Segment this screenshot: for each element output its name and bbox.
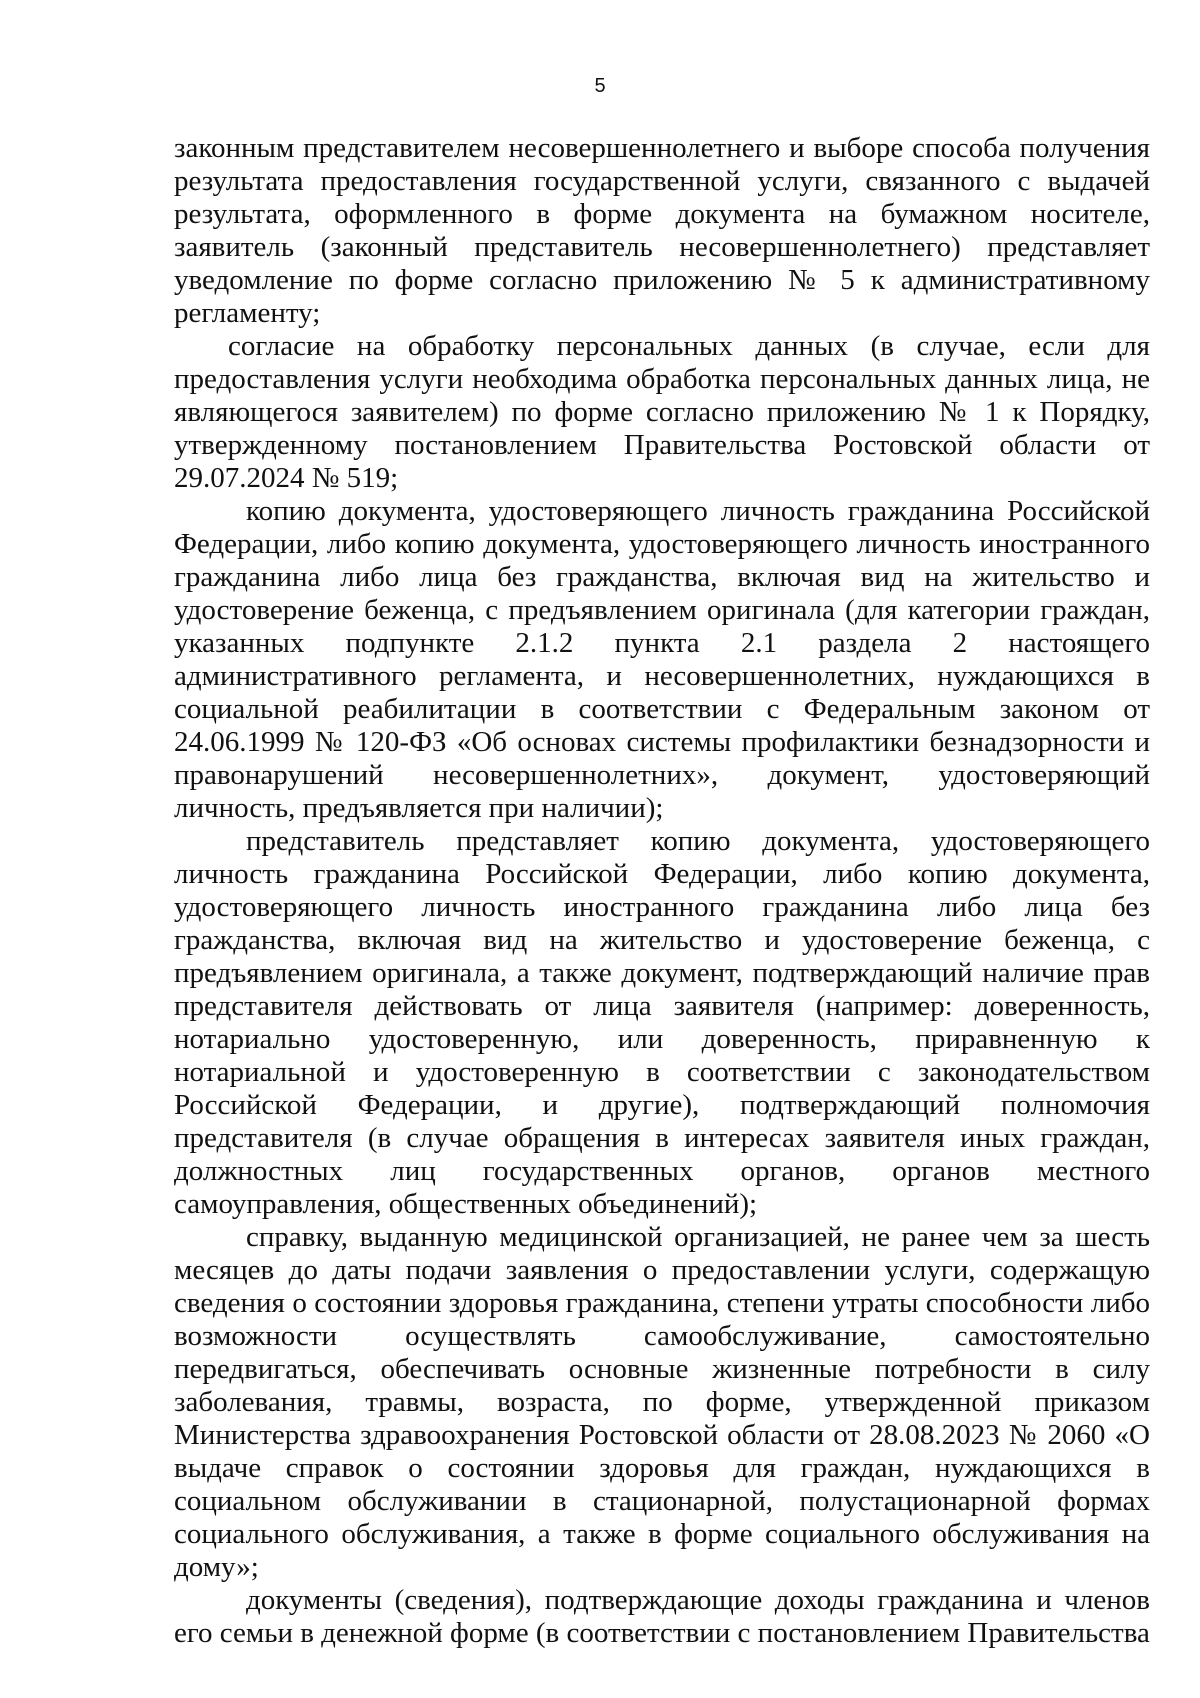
paragraph-income-documents: документы (сведения), подтверждающие доходы гражданина и членов его семьи в денежной форме (в соответствии с постановлением Правительства — [174, 1584, 1150, 1649]
paragraph-continuation: законным представителем несовершеннолетнего и выборе способа получения результата предоставления государственной услуги, связанного с выдачей результата, оформленного в форме документа на бумажном носителе, заявитель (законный представитель несовершеннолетнего) представляет уведомление по форме согласно приложению № 5 к административному регламенту; — [174, 132, 1150, 329]
page-number: 5 — [594, 75, 606, 97]
paragraph-representative: представитель представляет копию документа, удостоверяющего личность гражданина Российской Федерации, либо копию документа, удостоверяющего личность иностранного гражданина либо лица без гражданства, включая вид на жительство и удостоверение беженца, с предъявлением оригинала, а также документ, подтверждающий наличие прав представителя действовать от лица заявителя (например: доверенность, нотариально удостоверенную, или доверенность, приравненную к нотариальной и удостоверенную в соответствии с законодательством Российской Федерации, и другие), подтверждающий полномочия представителя (в случае обращения в интересах заявителя иных граждан, должностных лиц государственных органов, органов местного самоуправления, общественных объединений); — [174, 825, 1150, 1220]
document-body — [174, 132, 1150, 1650]
paragraph-consent: согласие на обработку персональных данных (в случае, если для предоставления услуги необходима обработка персональных данных лица, не являющегося заявителем) по форме согласно приложению № 1 к Порядку, утвержденному постановлением Правительства Ростовской области от 29.07.2024 № 519; — [174, 330, 1150, 494]
paragraph-identity-document: копию документа, удостоверяющего личность гражданина Российской Федерации, либо копию документа, удостоверяющего личность иностранного гражданина либо лица без гражданства, включая вид на жительство и удостоверение беженца, с предъявлением оригинала (для категории граждан, указанных подпункте 2.1.2 пункта 2.1 раздела 2 настоящего административного регламента, и несовершеннолетних, нуждающихся в социальной реабилитации в соответствии с Федеральным законом от 24.06.1999 № 120-ФЗ «Об основах системы профилактики безнадзорности и правонарушений несовершеннолетних», документ, удостоверяющий личность, предъявляется при наличии); — [174, 495, 1150, 824]
paragraph-medical-certificate: справку, выданную медицинской организацией, не ранее чем за шесть месяцев до даты подачи заявления о предоставлении услуги, содержащую сведения о состоянии здоровья гражданина, степени утраты способности либо возможности осуществлять самообслуживание, самостоятельно передвигаться, обеспечивать основные жизненные потребности в силу заболевания, травмы, возраста, по форме, утвержденной приказом Министерства здравоохранения Ростовской области от 28.08.2023 № 2060 «О выдаче справок о состоянии здоровья для граждан, нуждающихся в социальном обслуживании в стационарной, полустационарной формах социального обслуживания, а также в форме социального обслуживания на дому»; — [174, 1221, 1150, 1583]
